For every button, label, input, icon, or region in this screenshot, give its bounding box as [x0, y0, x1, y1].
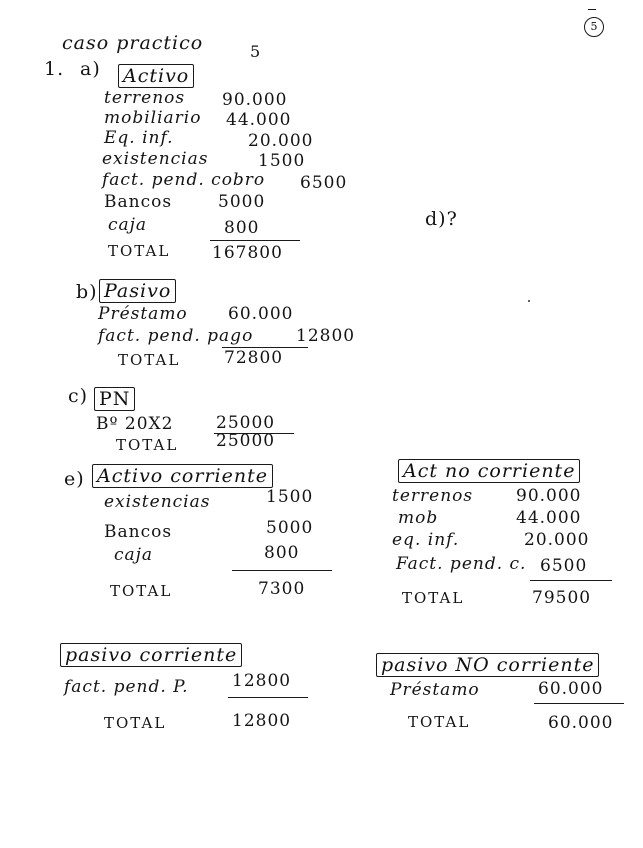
item-prestamo-label: Préstamo: [98, 304, 188, 324]
section-c-total-label: TOTAL: [116, 436, 179, 454]
pnc-total-rule: [534, 703, 624, 704]
pasivo-corriente-heading: pasivo corriente: [60, 643, 242, 667]
section-b-total-label: TOTAL: [118, 351, 181, 369]
section-b-letter: b): [76, 281, 98, 303]
pc-total-label: TOTAL: [104, 714, 167, 732]
page-title: caso practico: [62, 32, 204, 54]
section-b-heading: Pasivo: [99, 279, 176, 303]
item-bancos-label: Bancos: [104, 192, 173, 212]
anc-total-label: TOTAL: [402, 589, 465, 607]
anc-total-value: 79500: [532, 588, 592, 608]
section-a-heading: Activo: [118, 64, 194, 88]
section-d-question: d)?: [425, 208, 458, 230]
ac-total-value: 7300: [258, 579, 306, 599]
stray-dot: [528, 300, 530, 302]
item-caja-label: caja: [108, 215, 148, 235]
ac-total-rule: [232, 570, 332, 571]
ac-caja-value: 800: [264, 543, 300, 563]
item-beneficio-label: Bº 20X2: [96, 414, 174, 434]
item-terrenos-value: 90.000: [222, 90, 288, 110]
section-a-total-rule: [210, 240, 300, 241]
item-factpago-label: fact. pend. pago: [98, 326, 254, 346]
item-caja-value: 800: [224, 218, 260, 238]
anc-terrenos-value: 90.000: [516, 486, 582, 506]
activo-no-corriente-heading: Act no corriente: [398, 459, 580, 483]
item-eqinf-label: Eq. inf.: [104, 128, 174, 148]
item-prestamo-value: 60.000: [228, 304, 294, 324]
item-factcobro-value: 6500: [300, 173, 348, 193]
pasivo-no-corriente-heading: pasivo NO corriente: [376, 653, 599, 677]
pc-factpago-label: fact. pend. P.: [64, 677, 189, 697]
anc-terrenos-label: terrenos: [392, 486, 474, 506]
pnc-total-value: 60.000: [548, 713, 614, 733]
pnc-prestamo-label: Préstamo: [390, 680, 480, 700]
item-factpago-value: 12800: [296, 326, 356, 346]
section-e-letter: e): [64, 468, 85, 490]
anc-factcobro-value: 6500: [540, 556, 588, 576]
item-beneficio-value: 25000: [216, 413, 276, 433]
section-c-total-value: 25000: [216, 431, 276, 451]
section-a-total-label: TOTAL: [108, 242, 171, 260]
section-a-letter: a): [80, 58, 101, 80]
section-a-total-value: 167800: [212, 243, 283, 263]
page-number-badge: 5: [584, 17, 604, 37]
ac-bancos-value: 5000: [266, 518, 314, 538]
item-factcobro-label: fact. pend. cobro: [102, 170, 266, 190]
item-existencias-label: existencias: [102, 149, 209, 169]
ac-total-label: TOTAL: [110, 582, 173, 600]
page-number-mark: [588, 9, 596, 10]
pc-total-value: 12800: [232, 711, 292, 731]
anc-mob-label: mob: [398, 508, 439, 528]
anc-eqinf-label: eq. inf.: [392, 530, 460, 550]
anc-factcobro-label: Fact. pend. c.: [396, 554, 527, 574]
item-eqinf-value: 20.000: [248, 131, 314, 151]
pnc-total-label: TOTAL: [408, 713, 471, 731]
ac-existencias-label: existencias: [104, 492, 211, 512]
item-terrenos-label: terrenos: [104, 88, 186, 108]
item-existencias-value: 1500: [258, 151, 306, 171]
activo-corriente-heading: Activo corriente: [92, 464, 273, 488]
anc-mob-value: 44.000: [516, 508, 582, 528]
anc-eqinf-value: 20.000: [524, 530, 590, 550]
pnc-prestamo-value: 60.000: [538, 679, 604, 699]
ac-bancos-label: Bancos: [104, 522, 173, 542]
anc-total-rule: [530, 580, 612, 581]
section-c-heading: PN: [94, 387, 135, 411]
section-b-total-value: 72800: [224, 348, 284, 368]
section-c-letter: c): [68, 385, 89, 407]
pc-total-rule: [228, 697, 308, 698]
pc-factpago-value: 12800: [232, 671, 292, 691]
page-title-number: 5: [250, 42, 262, 61]
exercise-number: 1.: [44, 58, 65, 80]
ac-caja-label: caja: [114, 545, 154, 565]
item-mobiliario-label: mobiliario: [104, 108, 202, 128]
item-bancos-value: 5000: [218, 192, 266, 212]
ac-existencias-value: 1500: [266, 487, 314, 507]
item-mobiliario-value: 44.000: [226, 110, 292, 130]
